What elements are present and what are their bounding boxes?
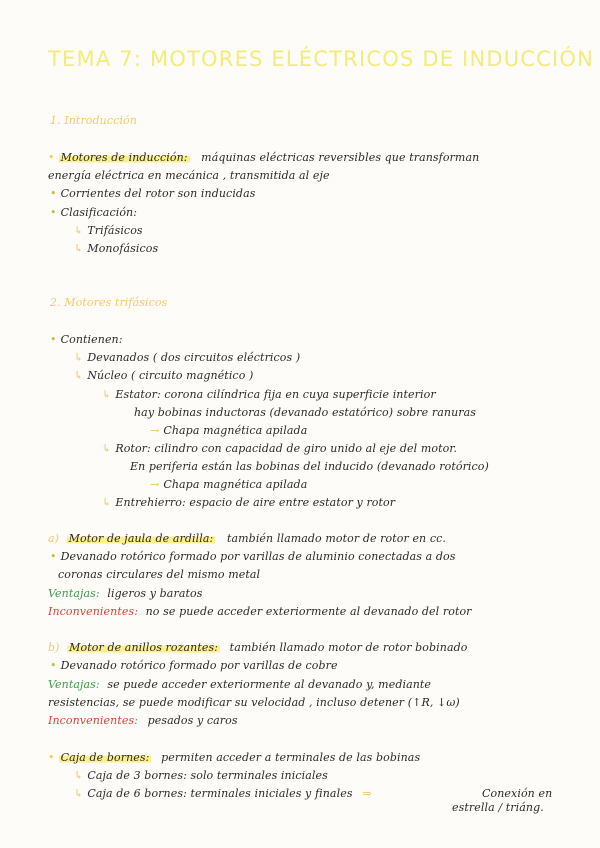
motor-a-text: también llamado motor de rotor en cc.	[226, 532, 446, 545]
connection-note: Conexión en	[482, 787, 553, 800]
list-item-text: Devanado rotórico formado por varillas de cobre	[60, 659, 338, 672]
section-2-heading: 2. Motores trifásicos	[50, 296, 168, 309]
arrow-icon: →	[150, 478, 160, 491]
arrow-icon: ↳	[74, 369, 84, 382]
list-item	[102, 388, 436, 402]
list-item-text: Estator: corona cilíndrica fija en cuya superficie interior	[115, 388, 436, 401]
list-item-text: Devanado rotórico formado por varillas de aluminio conectadas a dos	[60, 550, 456, 563]
advantages-text: se puede acceder exteriormente al devanado y, mediante	[107, 678, 432, 691]
list-item-text: Clasificación:	[60, 206, 138, 219]
definition-line	[48, 151, 479, 165]
list-item	[74, 242, 158, 256]
double-arrow-icon: ⇒	[362, 787, 372, 800]
connection-note-2: estrella / triáng.	[452, 801, 544, 814]
list-item-text: Trifásicos	[87, 224, 143, 237]
disadvantages-text: no se puede acceder exteriormente al devanado del rotor	[145, 605, 472, 618]
list-item	[150, 478, 307, 492]
arrow-icon: ↳	[74, 769, 84, 782]
list-item	[74, 787, 378, 801]
section-1-heading: 1. Introducción	[50, 114, 137, 127]
arrow-icon: →	[150, 424, 160, 437]
definition-text: máquinas eléctricas reversibles que transforman	[201, 151, 480, 164]
list-item-text: Devanados ( dos circuitos eléctricos )	[87, 351, 301, 364]
list-item-text: Chapa magnética apilada	[163, 478, 308, 491]
bullet-icon: •	[50, 550, 57, 563]
motor-a-prefix: a)	[48, 532, 60, 545]
list-item	[50, 659, 338, 673]
list-item	[102, 496, 395, 510]
list-item	[150, 424, 307, 438]
disadvantages-label: Inconvenientes:	[48, 605, 138, 618]
list-item-text: Chapa magnética apilada	[163, 424, 308, 437]
arrow-icon: ↳	[74, 787, 84, 800]
disadvantages-text: pesados y caros	[147, 714, 238, 727]
bullet-icon: •	[50, 187, 57, 200]
disadvantages-line	[48, 605, 472, 619]
list-item	[74, 351, 300, 365]
list-item-text: Caja de 6 bornes: terminales iniciales y finales	[87, 787, 353, 800]
advantages-line	[48, 678, 431, 692]
list-item-text: Corrientes del rotor son inducidas	[60, 187, 256, 200]
arrow-icon: ↳	[102, 388, 112, 401]
page-title: TEMA 7: MOTORES ELÉCTRICOS DE INDUCCIÓN	[48, 47, 595, 71]
terminal-box-term: Caja de bornes:	[60, 751, 150, 764]
motor-a-term: Motor de jaula de ardilla:	[68, 532, 214, 545]
terminal-box-text: permiten acceder a terminales de las bobinas	[161, 751, 421, 764]
terminal-box-line	[48, 751, 420, 765]
bullet-icon: •	[50, 206, 57, 219]
list-item-text: Entrehierro: espacio de aire entre estator y rotor	[115, 496, 396, 509]
list-item-text: Caja de 3 bornes: solo terminales iniciales	[87, 769, 328, 782]
list-item	[50, 187, 255, 201]
advantages-label: Ventajas:	[48, 678, 100, 691]
motor-b-prefix: b)	[48, 641, 60, 654]
list-item	[102, 442, 457, 456]
advantages-line	[48, 587, 202, 601]
list-item-text: Rotor: cilindro con capacidad de giro unido al eje del motor.	[115, 442, 458, 455]
list-item-continuation: hay bobinas inductoras (devanado estatórico) sobre ranuras	[134, 406, 477, 419]
list-item-text: Contienen:	[60, 333, 123, 346]
motor-b-term: Motor de anillos rozantes:	[69, 641, 219, 654]
list-item	[74, 369, 253, 383]
list-item-text: Monofásicos	[87, 242, 159, 255]
list-item	[74, 224, 143, 238]
arrow-icon: ↳	[102, 442, 112, 455]
list-item	[74, 769, 328, 783]
advantages-text: ligeros y baratos	[107, 587, 203, 600]
bullet-icon: •	[48, 151, 55, 164]
definition-text-2: energía eléctrica en mecánica , transmitida al eje	[48, 169, 330, 182]
motor-a-heading	[48, 532, 446, 546]
bullet-icon: •	[50, 333, 57, 346]
list-item-text: Núcleo ( circuito magnético )	[87, 369, 254, 382]
list-item	[50, 333, 123, 347]
advantages-continuation: resistencias, se puede modificar su velocidad , incluso detener (↑R, ↓ω)	[48, 696, 460, 709]
arrow-icon: ↳	[102, 496, 112, 509]
disadvantages-label: Inconvenientes:	[48, 714, 138, 727]
arrow-icon: ↳	[74, 351, 84, 364]
arrow-icon: ↳	[74, 242, 84, 255]
motor-b-text: también llamado motor de rotor bobinado	[229, 641, 468, 654]
advantages-label: Ventajas:	[48, 587, 100, 600]
list-item	[50, 206, 137, 220]
motor-b-heading	[48, 641, 467, 655]
bullet-icon: •	[48, 751, 55, 764]
list-item-continuation: coronas circulares del mismo metal	[58, 568, 261, 581]
definition-term: Motores de inducción:	[60, 151, 188, 164]
list-item-continuation: En periferia están las bobinas del inducido (devanado rotórico)	[130, 460, 489, 473]
arrow-icon: ↳	[74, 224, 84, 237]
disadvantages-line	[48, 714, 238, 728]
list-item	[50, 550, 455, 564]
bullet-icon: •	[50, 659, 57, 672]
